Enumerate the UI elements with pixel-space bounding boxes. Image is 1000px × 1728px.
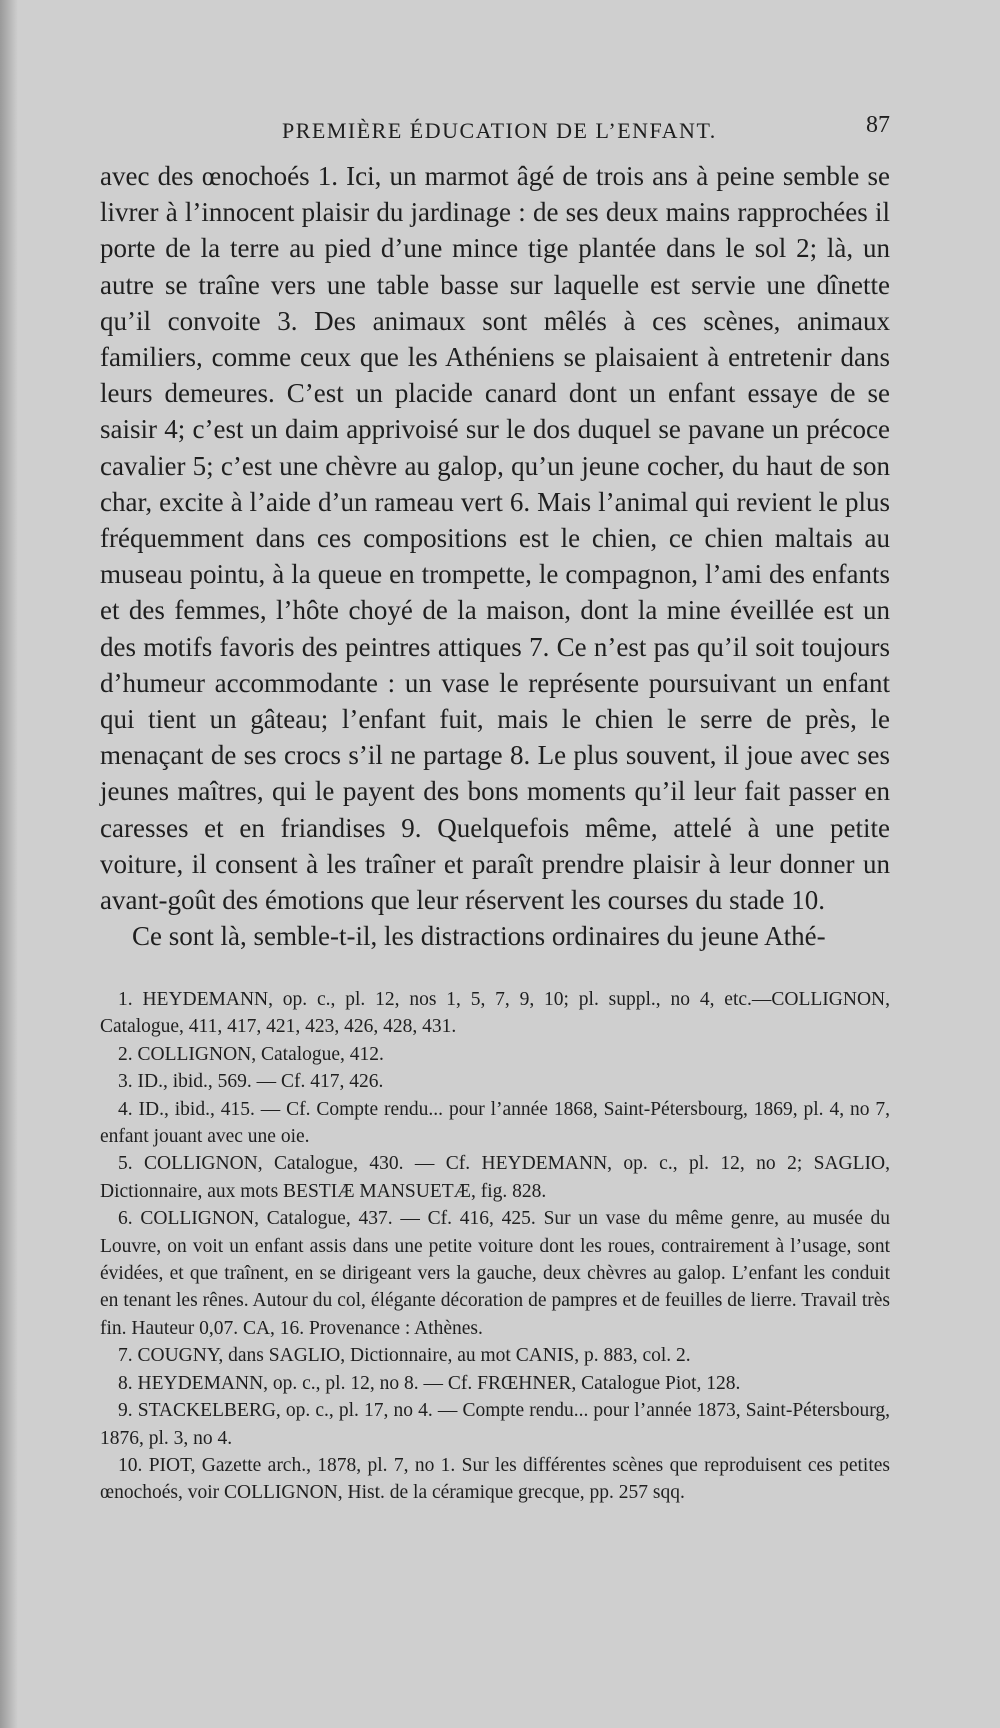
footnote: 8. HEYDEMANN, op. c., pl. 12, no 8. — Cf. FRŒHNER, Catalogue Piot, 128. <box>118 1372 741 1394</box>
page-header <box>100 112 890 152</box>
footnote: 1. HEYDEMANN, op. c., pl. 12, nos 1, 5, 7, 9, 10; pl. suppl., no 4, etc.—COLLIGNON, Catalogue, 411, 417, 421, 423, 426, 428, 431. <box>100 989 890 1038</box>
footnote: 3. ID., ibid., 569. — Cf. 417, 426. <box>118 1071 384 1093</box>
footnotes <box>100 986 890 1507</box>
footnote: 6. COLLIGNON, Catalogue, 437. — Cf. 416, 425. Sur un vase du même genre, au musée du Louvre, on voit un enfant assis dans une petite voiture dont les roues, contrairement à l’usage, sont évidées, et que traînent, en se dirigeant vers la gauche, deux chèvres au galop. L’enfant les conduit en tenant les rênes. Autour du col, élégante décoration de pampres et de feuilles de lierre. Travail très fin. Hauteur 0,07. CA, 16. Provenance : Athènes. <box>100 1208 890 1339</box>
body-paragraph: Ce sont là, semble-t-il, les distractions ordinaires du jeune Athé- <box>132 921 826 952</box>
footnote: 4. ID., ibid., 415. — Cf. Compte rendu... pour l’année 1868, Saint-Pétersbourg, 1869, pl. 4, no 7, enfant jouant avec une oie. <box>100 1098 890 1148</box>
page-number: 87 <box>866 112 890 138</box>
footnote: 9. STACKELBERG, op. c., pl. 17, no 4. — Compte rendu... pour l’année 1873, Saint-Pétersbourg, 1876, pl. 3, no 4. <box>100 1400 890 1449</box>
footnote: 7. COUGNY, dans SAGLIO, Dictionnaire, au mot CANIS, p. 883, col. 2. <box>118 1345 691 1367</box>
footnote: 5. COLLIGNON, Catalogue, 430. — Cf. HEYDEMANN, op. c., pl. 12, no 2; SAGLIO, Dictionnaire, aux mots BESTIÆ MANSUETÆ, fig. 828. <box>100 1153 890 1202</box>
main-text <box>100 158 890 954</box>
body-paragraph: avec des œnochoés 1. Ici, un marmot âgé de trois ans à peine semble se livrer à l’innocent plaisir du jardinage : de ses deux mains rapprochées il porte de la terre au pied d’une mince tige plantée dans le sol 2; là, un autre se traîne vers une table basse sur laquelle est servie une dînette qu’il convoite 3. Des animaux sont mêlés à ces scènes, animaux familiers, comme ceux que les Athéniens se plaisaient à entretenir dans leurs demeures. C’est un placide canard dont un enfant essaye de se saisir 4; c’est un daim apprivoisé sur le dos duquel se pavane un précoce cavalier 5; c’est une chèvre au galop, qu’un jeune cocher, du haut de son char, excite à l’aide d’un rameau vert 6. Mais l’animal qui revient le plus fréquemment dans ces compositions est le chien, ce chien maltais au museau pointu, à la queue en trompette, le compagnon, l’ami des enfants et des femmes, l’hôte choyé de la maison, dont la mine éveillée est un des motifs favoris des peintres attiques 7. Ce n’est pas qu’il soit toujours d’humeur accommodante : un vase le représente poursuivant un enfant qui tient un gâteau; l’enfant fuit, mais le chien le serre de près, le menaçant de ses crocs s’il ne partage 8. Le plus souvent, il joue avec ses jeunes maîtres, qui le payent des bons moments qu’il leur fait passer en caresses et en friandises 9. Quelquefois même, attelé à une petite voiture, il consent à les traîner et paraît prendre plaisir à leur donner un avant-goût des émotions que leur réservent les courses du stade 10. <box>100 161 890 916</box>
footnote: 2. COLLIGNON, Catalogue, 412. <box>118 1043 384 1065</box>
running-title: PREMIÈRE ÉDUCATION DE L’ENFANT. <box>282 118 717 143</box>
page-edge-shadow <box>0 0 18 1728</box>
footnote: 10. PIOT, Gazette arch., 1878, pl. 7, no 1. Sur les différentes scènes que reproduisent ces petites œnochoés, voir COLLIGNON, Hist. de la céramique grecque, pp. 257 sqq. <box>100 1454 890 1504</box>
